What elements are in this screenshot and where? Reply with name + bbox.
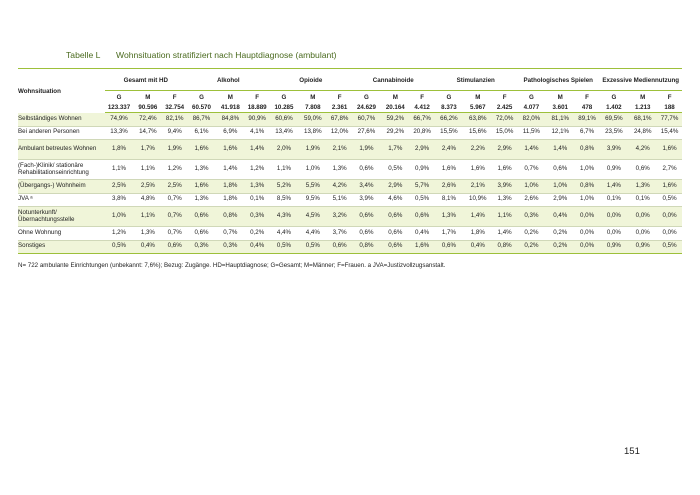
table-row — [18, 160, 682, 180]
table-row — [18, 193, 682, 207]
table-cell: 67,8% — [327, 113, 352, 127]
table-cell: 82,0% — [517, 113, 546, 127]
table-cell: 1,6% — [434, 160, 463, 180]
count-header: 4.412 — [410, 102, 435, 113]
table-cell: 8,5% — [270, 193, 299, 207]
table-cell: 15,4% — [657, 126, 682, 140]
table-cell: 5,2% — [270, 180, 299, 194]
table-cell: 29,2% — [381, 126, 410, 140]
table-cell: 1,2% — [162, 160, 187, 180]
table-cell: 0,0% — [575, 207, 600, 227]
sub-header: G — [528, 94, 534, 101]
table-cell: 5,7% — [410, 180, 435, 194]
sub-header: F — [255, 94, 260, 101]
row-label: (Fach-)Klinik/ stationäre Rehabilitationseinrichtung — [18, 160, 105, 180]
row-label: (Übergangs-) Wohnheim — [18, 180, 105, 194]
table-cell: 1,6% — [216, 140, 245, 160]
table-cell: 13,3% — [105, 126, 134, 140]
table-cell: 0,6% — [187, 227, 216, 241]
table-row — [18, 140, 682, 160]
table-cell: 0,7% — [517, 160, 546, 180]
table-cell: 1,6% — [463, 160, 492, 180]
table-cell: 59,2% — [381, 113, 410, 127]
table-label: Tabelle L — [66, 50, 101, 60]
table-cell: 6,9% — [216, 126, 245, 140]
table-cell: 0,6% — [381, 227, 410, 241]
table-cell: 0,2% — [546, 227, 575, 241]
header-group-row — [18, 70, 682, 91]
table-cell: 1,3% — [133, 227, 162, 241]
table-cell: 2,4% — [434, 140, 463, 160]
table-cell: 0,8% — [575, 180, 600, 194]
table-cell: 0,7% — [162, 227, 187, 241]
table-cell: 90,9% — [245, 113, 270, 127]
table-cell: 0,3% — [187, 240, 216, 254]
table-cell: 4,2% — [327, 180, 352, 194]
count-header: 123.337 — [105, 102, 134, 113]
table-cell: 72,0% — [492, 113, 517, 127]
group-header: Alkohol — [187, 70, 269, 91]
table-cell: 20,8% — [410, 126, 435, 140]
table-row — [18, 240, 682, 254]
table-cell: 1,8% — [463, 227, 492, 241]
table-cell: 4,8% — [133, 193, 162, 207]
table-cell: 1,9% — [162, 140, 187, 160]
table-cell: 1,6% — [657, 180, 682, 194]
table-cell: 13,4% — [270, 126, 299, 140]
table-cell: 9,5% — [298, 193, 327, 207]
count-header: 32.754 — [162, 102, 187, 113]
table-row — [18, 126, 682, 140]
count-header: 2.425 — [492, 102, 517, 113]
footnote: N= 722 ambulante Einrichtungen (unbekannt: 7,6%); Bezug: Zugänge. HD=Hauptdiagnose; G=Gesamt; M=Männer; F=Frauen. a JVA=Justizvollzugsanstalt. — [18, 262, 446, 269]
sub-header: M — [392, 94, 398, 101]
table-cell: 1,4% — [517, 140, 546, 160]
table-cell: 2,9% — [410, 140, 435, 160]
table-cell: 1,2% — [245, 160, 270, 180]
table-cell: 0,5% — [381, 160, 410, 180]
table-title: Wohnsituation stratifiziert nach Hauptdiagnose (ambulant) — [116, 50, 337, 60]
table-cell: 0,4% — [546, 207, 575, 227]
table-cell: 15,6% — [463, 126, 492, 140]
table-cell: 2,1% — [463, 180, 492, 194]
table-cell: 0,1% — [628, 193, 657, 207]
table-cell: 1,7% — [434, 227, 463, 241]
table-cell: 66,7% — [410, 113, 435, 127]
table-cell: 1,3% — [628, 180, 657, 194]
table-cell: 1,3% — [187, 160, 216, 180]
table-cell: 0,8% — [352, 240, 381, 254]
table-cell: 4,1% — [245, 126, 270, 140]
sub-header: G — [611, 94, 617, 101]
table-cell: 2,2% — [463, 140, 492, 160]
table-cell: 9,4% — [162, 126, 187, 140]
count-header: 8.373 — [434, 102, 463, 113]
table-cell: 66,2% — [434, 113, 463, 127]
table-cell: 1,4% — [245, 140, 270, 160]
table-cell: 0,6% — [327, 240, 352, 254]
table-cell: 0,6% — [410, 207, 435, 227]
sub-header: F — [585, 94, 589, 101]
table-cell: 1,3% — [492, 193, 517, 207]
table-cell: 77,7% — [657, 113, 682, 127]
table-cell: 72,4% — [133, 113, 162, 127]
sub-header: F — [172, 94, 177, 101]
group-header: Pathologisches Spielen — [517, 70, 599, 91]
table-cell: 2,9% — [381, 180, 410, 194]
table-cell: 3,9% — [599, 140, 628, 160]
count-header: 1.213 — [628, 102, 657, 113]
page-number: 151 — [624, 446, 640, 457]
table-cell: 68,1% — [628, 113, 657, 127]
table-cell: 0,8% — [575, 140, 600, 160]
table-cell: 0,6% — [381, 207, 410, 227]
table-cell: 0,9% — [410, 160, 435, 180]
table-cell: 1,1% — [133, 207, 162, 227]
count-header: 24.629 — [352, 102, 381, 113]
count-header: 3.601 — [546, 102, 575, 113]
table-cell: 1,4% — [463, 207, 492, 227]
table-cell: 3,8% — [105, 193, 134, 207]
table-cell: 11,5% — [517, 126, 546, 140]
table-cell: 2,6% — [434, 180, 463, 194]
row-label: Sonstiges — [18, 240, 105, 254]
row-label: JVA ᵃ — [18, 193, 105, 207]
table-cell: 0,7% — [162, 193, 187, 207]
table-cell: 69,5% — [599, 113, 628, 127]
table-cell: 1,8% — [216, 193, 245, 207]
table-cell: 6,1% — [187, 126, 216, 140]
table-cell: 1,1% — [133, 160, 162, 180]
table-cell: 2,6% — [517, 193, 546, 207]
table-cell: 60,6% — [270, 113, 299, 127]
table-cell: 84,8% — [216, 113, 245, 127]
table-cell: 0,6% — [352, 207, 381, 227]
table-cell: 10,9% — [463, 193, 492, 207]
group-header: Opioide — [270, 70, 352, 91]
table-cell: 1,9% — [298, 140, 327, 160]
table-cell: 1,3% — [327, 160, 352, 180]
table-cell: 0,4% — [463, 240, 492, 254]
table-cell: 0,1% — [599, 193, 628, 207]
table-cell: 5,1% — [327, 193, 352, 207]
table-cell: 1,1% — [492, 207, 517, 227]
table-cell: 5,5% — [298, 180, 327, 194]
table-cell: 0,5% — [270, 240, 299, 254]
header-count-row — [18, 102, 682, 113]
sub-header: M — [145, 94, 151, 101]
table-cell: 1,1% — [105, 160, 134, 180]
table-cell: 1,0% — [517, 180, 546, 194]
table-cell: 1,6% — [657, 140, 682, 160]
table-cell: 0,0% — [599, 207, 628, 227]
table-cell: 0,9% — [599, 240, 628, 254]
table-cell: 1,1% — [270, 160, 299, 180]
table-cell: 0,5% — [410, 193, 435, 207]
sub-header: G — [446, 94, 452, 101]
table-row — [18, 207, 682, 227]
housing-table — [18, 70, 682, 254]
table-cell: 2,5% — [162, 180, 187, 194]
sub-header: G — [199, 94, 204, 101]
table-cell: 0,3% — [216, 240, 245, 254]
row-label: Selbständiges Wohnen — [18, 113, 105, 127]
table-cell: 1,6% — [187, 180, 216, 194]
count-header: 4.077 — [517, 102, 546, 113]
table-cell: 0,2% — [245, 227, 270, 241]
table-cell: 3,9% — [492, 180, 517, 194]
table-cell: 27,6% — [352, 126, 381, 140]
sub-header: F — [667, 94, 672, 101]
table-cell: 0,5% — [298, 240, 327, 254]
row-label: Ohne Wohnung — [18, 227, 105, 241]
table-cell: 0,6% — [628, 160, 657, 180]
table-cell: 74,9% — [105, 113, 134, 127]
table-cell: 0,0% — [628, 227, 657, 241]
table-body — [18, 113, 682, 254]
count-header: 20.164 — [381, 102, 410, 113]
table-cell: 0,6% — [162, 240, 187, 254]
group-header: Stimulanzien — [434, 70, 516, 91]
table-cell: 0,9% — [599, 160, 628, 180]
top-rule — [18, 68, 682, 69]
row-label: Notunterkunft/ Übernachtungsstelle — [18, 207, 105, 227]
sub-header: G — [116, 94, 122, 101]
table-cell: 0,6% — [546, 160, 575, 180]
table-cell: 0,6% — [352, 160, 381, 180]
table-cell: 2,9% — [492, 140, 517, 160]
table-cell: 15,0% — [492, 126, 517, 140]
table-cell: 0,2% — [517, 227, 546, 241]
table-caption — [66, 50, 337, 60]
count-header: 2.361 — [327, 102, 352, 113]
sub-header: F — [420, 94, 424, 101]
sub-header: M — [227, 94, 233, 101]
table-cell: 2,9% — [546, 193, 575, 207]
table-row — [18, 227, 682, 241]
table-cell: 2,5% — [133, 180, 162, 194]
table-cell: 0,5% — [657, 193, 682, 207]
table-cell: 0,9% — [628, 240, 657, 254]
table-cell: 1,0% — [575, 193, 600, 207]
table-cell: 1,2% — [105, 227, 134, 241]
row-header: Wohnsituation — [18, 87, 61, 95]
count-header: 90.596 — [133, 102, 162, 113]
count-header: 41.918 — [216, 102, 245, 113]
table-cell: 2,1% — [327, 140, 352, 160]
table-cell: 1,7% — [133, 140, 162, 160]
table-cell: 2,7% — [657, 160, 682, 180]
table-cell: 3,4% — [352, 180, 381, 194]
table-cell: 0,0% — [657, 227, 682, 241]
table-cell: 0,4% — [410, 227, 435, 241]
table-cell: 1,0% — [105, 207, 134, 227]
table-cell: 1,6% — [492, 160, 517, 180]
table-cell: 0,4% — [133, 240, 162, 254]
table-cell: 81,1% — [546, 113, 575, 127]
table-cell: 0,8% — [216, 207, 245, 227]
table-cell: 23,5% — [599, 126, 628, 140]
table-cell: 0,6% — [352, 227, 381, 241]
table-cell: 0,6% — [381, 240, 410, 254]
table-cell: 1,3% — [245, 180, 270, 194]
table-cell: 2,0% — [270, 140, 299, 160]
table-cell: 6,7% — [575, 126, 600, 140]
table-cell: 0,2% — [546, 240, 575, 254]
table-row — [18, 113, 682, 127]
table-cell: 0,0% — [575, 227, 600, 241]
count-header: 10.285 — [270, 102, 299, 113]
table-cell: 2,5% — [105, 180, 134, 194]
count-header: 5.967 — [463, 102, 492, 113]
table-cell: 4,4% — [298, 227, 327, 241]
table-cell: 15,5% — [434, 126, 463, 140]
count-header: 188 — [657, 102, 682, 113]
row-label: Bei anderen Personen — [18, 126, 105, 140]
table-cell: 1,3% — [434, 207, 463, 227]
table-cell: 0,6% — [187, 207, 216, 227]
table-row — [18, 180, 682, 194]
row-label: Ambulant betreutes Wohnen — [18, 140, 105, 160]
group-header: Cannabinoide — [352, 70, 434, 91]
table-cell: 0,0% — [628, 207, 657, 227]
table-cell: 0,0% — [599, 227, 628, 241]
sub-header: G — [364, 94, 369, 101]
sub-header: M — [557, 94, 563, 101]
table-cell: 3,7% — [327, 227, 352, 241]
table-cell: 1,6% — [410, 240, 435, 254]
table-cell: 3,9% — [352, 193, 381, 207]
table-cell: 1,0% — [546, 180, 575, 194]
table-cell: 4,3% — [270, 207, 299, 227]
sub-header: F — [502, 94, 507, 101]
sub-header: M — [310, 94, 316, 101]
table-cell: 1,4% — [216, 160, 245, 180]
table-cell: 4,6% — [381, 193, 410, 207]
table-cell: 0,0% — [575, 240, 600, 254]
table-cell: 1,3% — [187, 193, 216, 207]
table-cell: 1,6% — [187, 140, 216, 160]
table-cell: 59,0% — [298, 113, 327, 127]
table-cell: 1,7% — [381, 140, 410, 160]
table-cell: 0,3% — [245, 207, 270, 227]
table-cell: 0,7% — [162, 207, 187, 227]
table-cell: 1,8% — [105, 140, 134, 160]
table-cell: 0,2% — [517, 240, 546, 254]
table-cell: 1,0% — [575, 160, 600, 180]
table-cell: 0,7% — [216, 227, 245, 241]
table-cell: 1,4% — [599, 180, 628, 194]
sub-header: G — [281, 94, 287, 101]
table-cell: 63,8% — [463, 113, 492, 127]
table-cell: 0,4% — [245, 240, 270, 254]
table-cell: 0,5% — [657, 240, 682, 254]
table-cell: 4,2% — [628, 140, 657, 160]
table-cell: 0,1% — [245, 193, 270, 207]
table-cell: 60,7% — [352, 113, 381, 127]
table-cell: 12,0% — [327, 126, 352, 140]
table-cell: 0,3% — [517, 207, 546, 227]
count-header: 1.402 — [599, 102, 628, 113]
table-cell: 3,2% — [327, 207, 352, 227]
table-cell: 4,5% — [298, 207, 327, 227]
sub-header: M — [475, 94, 481, 101]
table-cell: 13,8% — [298, 126, 327, 140]
table-cell: 1,4% — [546, 140, 575, 160]
table-cell: 1,4% — [492, 227, 517, 241]
table-cell: 0,5% — [105, 240, 134, 254]
count-header: 60.570 — [187, 102, 216, 113]
table-cell: 0,8% — [492, 240, 517, 254]
table-cell: 86,7% — [187, 113, 216, 127]
header-sub-row — [18, 91, 682, 103]
table-cell: 4,4% — [270, 227, 299, 241]
table-cell: 14,7% — [133, 126, 162, 140]
table-cell: 82,1% — [162, 113, 187, 127]
count-header: 18.889 — [245, 102, 270, 113]
count-header: 478 — [575, 102, 600, 113]
table-cell: 1,0% — [298, 160, 327, 180]
group-header: Exzessive Mediennutzung — [599, 70, 682, 91]
table-cell: 89,1% — [575, 113, 600, 127]
sub-header: F — [337, 94, 342, 101]
sub-header: M — [640, 94, 646, 101]
table-cell: 8,1% — [434, 193, 463, 207]
count-header: 7.808 — [298, 102, 327, 113]
table-cell: 12,1% — [546, 126, 575, 140]
group-header: Gesamt mit HD — [105, 70, 187, 91]
table-cell: 1,8% — [216, 180, 245, 194]
table-cell: 24,8% — [628, 126, 657, 140]
table-cell: 0,6% — [434, 240, 463, 254]
table-cell: 0,0% — [657, 207, 682, 227]
table-cell: 1,9% — [352, 140, 381, 160]
